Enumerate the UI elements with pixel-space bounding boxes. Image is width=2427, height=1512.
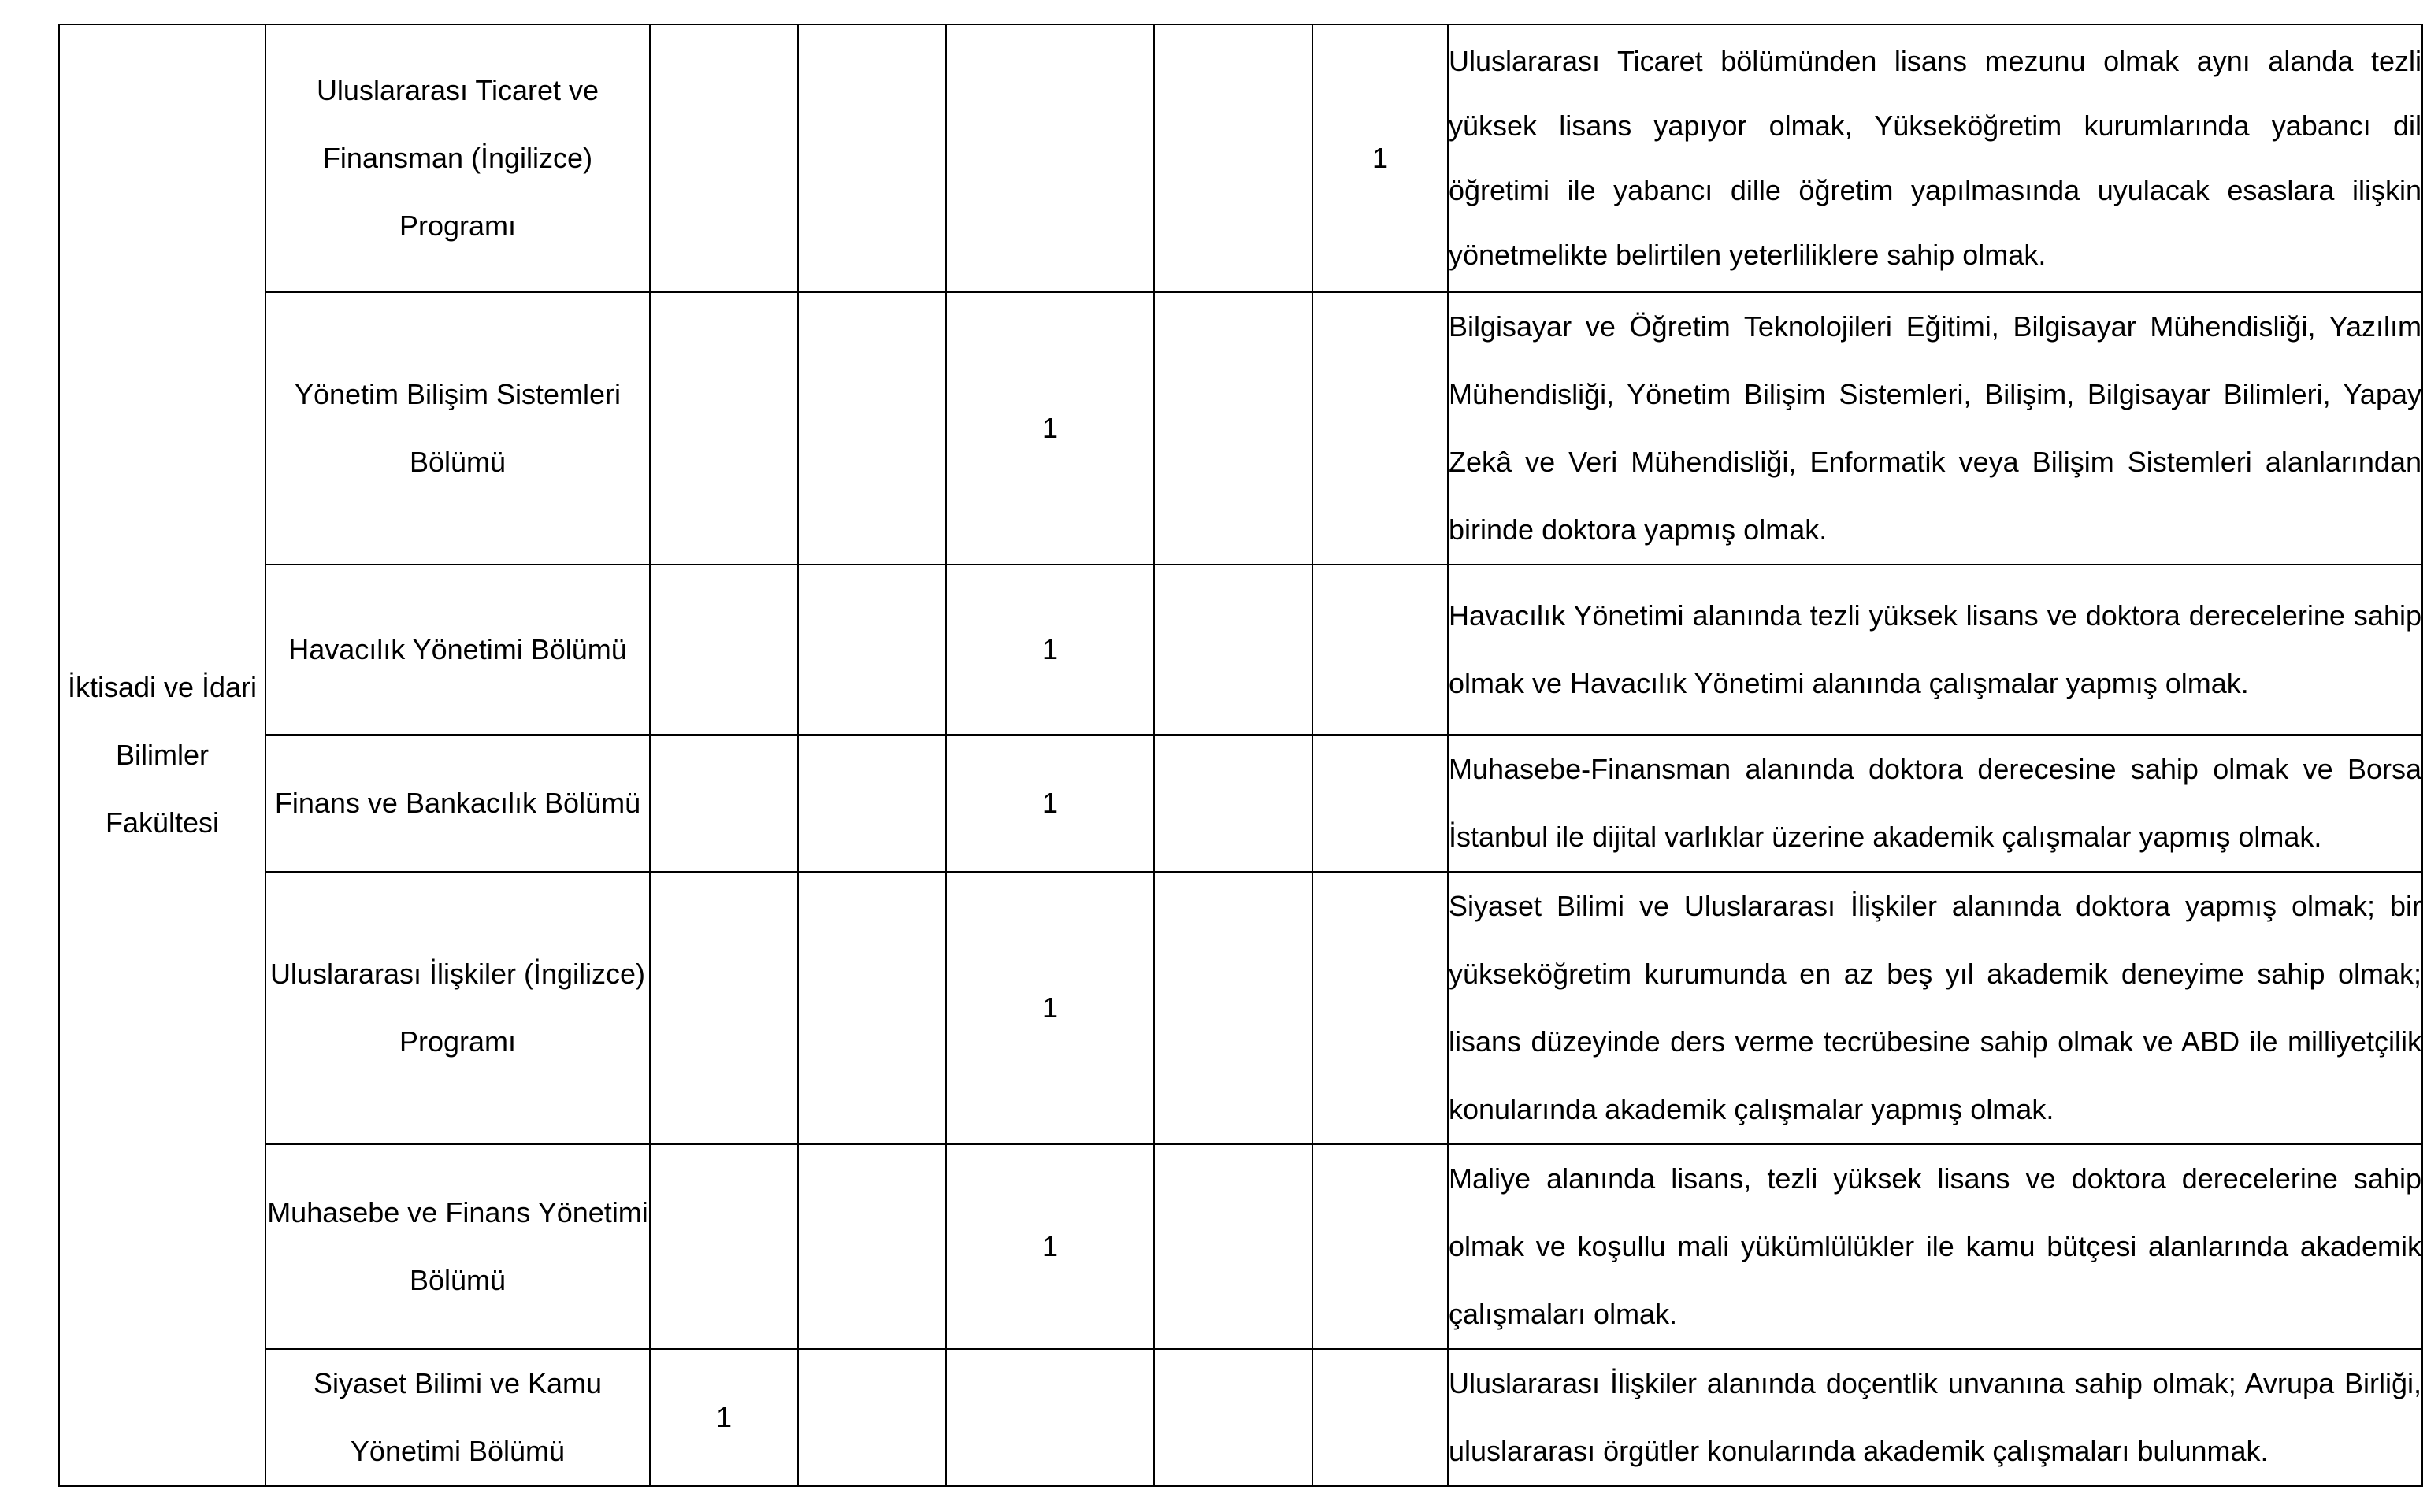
count-cell — [1312, 872, 1448, 1144]
department-cell: Muhasebe ve Finans Yönetimi Bölümü — [265, 1144, 650, 1349]
count-cell — [1312, 1144, 1448, 1349]
table-row — [59, 292, 2422, 565]
department-cell: Siyaset Bilimi ve Kamu Yönetimi Bölümü — [265, 1349, 650, 1486]
requirement-cell: Muhasebe-Finansman alanında doktora derecesine sahip olmak ve Borsa İstanbul ile dijital varlıklar üzerine akademik çalışmalar yapmış olmak. — [1448, 735, 2422, 872]
count-cell — [798, 1144, 946, 1349]
count-cell — [946, 1349, 1154, 1486]
count-cell — [1154, 1349, 1312, 1486]
count-cell — [1312, 292, 1448, 565]
count-cell — [650, 565, 798, 735]
count-cell: 1 — [1312, 24, 1448, 292]
table-row — [59, 565, 2422, 735]
table-row — [59, 1144, 2422, 1349]
count-cell — [798, 24, 946, 292]
count-cell — [1154, 872, 1312, 1144]
count-cell — [650, 735, 798, 872]
count-cell — [650, 1144, 798, 1349]
count-cell — [946, 24, 1154, 292]
department-cell: Uluslararası Ticaret ve Finansman (İngilizce) Programı — [265, 24, 650, 292]
count-cell — [1312, 735, 1448, 872]
count-cell — [1154, 24, 1312, 292]
department-cell: Uluslararası İlişkiler (İngilizce) Programı — [265, 872, 650, 1144]
table-row — [59, 872, 2422, 1144]
count-cell: 1 — [946, 872, 1154, 1144]
requirement-cell: Maliye alanında lisans, tezli yüksek lisans ve doktora derecelerine sahip olmak ve koşullu mali yükümlülükler ile kamu bütçesi alanlarında akademik çalışmaları olmak. — [1448, 1144, 2422, 1349]
department-cell: Finans ve Bankacılık Bölümü — [265, 735, 650, 872]
faculty-cell: İktisadi ve İdari Bilimler Fakültesi — [59, 24, 265, 1486]
table-row — [59, 24, 2422, 292]
requirement-cell: Uluslararası Ticaret bölümünden lisans mezunu olmak aynı alanda tezli yüksek lisans yapıyor olmak, Yükseköğretim kurumlarında yabancı dil öğretimi ile yabancı dille öğretim yapılmasında uyulacak esaslara ilişkin yönetmelikte belirtilen yeterliliklere sahip olmak. — [1448, 24, 2422, 292]
count-cell — [798, 872, 946, 1144]
count-cell — [1154, 292, 1312, 565]
count-cell — [798, 565, 946, 735]
table-row — [59, 1349, 2422, 1486]
count-cell — [1154, 565, 1312, 735]
requirement-cell: Uluslararası İlişkiler alanında doçentlik unvanına sahip olmak; Avrupa Birliği, uluslararası örgütler konularında akademik çalışmaları bulunmak. — [1448, 1349, 2422, 1486]
count-cell: 1 — [946, 292, 1154, 565]
count-cell — [1312, 565, 1448, 735]
count-cell — [650, 872, 798, 1144]
position-table — [58, 24, 2423, 1487]
count-cell — [798, 292, 946, 565]
count-cell — [1312, 1349, 1448, 1486]
requirement-cell: Siyaset Bilimi ve Uluslararası İlişkiler alanında doktora yapmış olmak; bir yükseköğretim kurumunda en az beş yıl akademik deneyime sahip olmak; lisans düzeyinde ders verme tecrübesine sahip olmak ve ABD ile milliyetçilik konularında akademik çalışmalar yapmış olmak. — [1448, 872, 2422, 1144]
requirement-cell: Havacılık Yönetimi alanında tezli yüksek lisans ve doktora derecelerine sahip olmak ve Havacılık Yönetimi alanında çalışmalar yapmış olmak. — [1448, 565, 2422, 735]
count-cell: 1 — [650, 1349, 798, 1486]
count-cell — [650, 24, 798, 292]
count-cell: 1 — [946, 735, 1154, 872]
department-cell: Yönetim Bilişim Sistemleri Bölümü — [265, 292, 650, 565]
count-cell — [1154, 1144, 1312, 1349]
table-row — [59, 735, 2422, 872]
count-cell — [798, 1349, 946, 1486]
count-cell: 1 — [946, 1144, 1154, 1349]
count-cell — [1154, 735, 1312, 872]
count-cell: 1 — [946, 565, 1154, 735]
count-cell — [650, 292, 798, 565]
department-cell: Havacılık Yönetimi Bölümü — [265, 565, 650, 735]
count-cell — [798, 735, 946, 872]
requirement-cell: Bilgisayar ve Öğretim Teknolojileri Eğitimi, Bilgisayar Mühendisliği, Yazılım Mühendisliği, Yönetim Bilişim Sistemleri, Bilişim, Bilgisayar Bilimleri, Yapay Zekâ ve Veri Mühendisliği, Enformatik veya Bilişim Sistemleri alanlarından birinde doktora yapmış olmak. — [1448, 292, 2422, 565]
